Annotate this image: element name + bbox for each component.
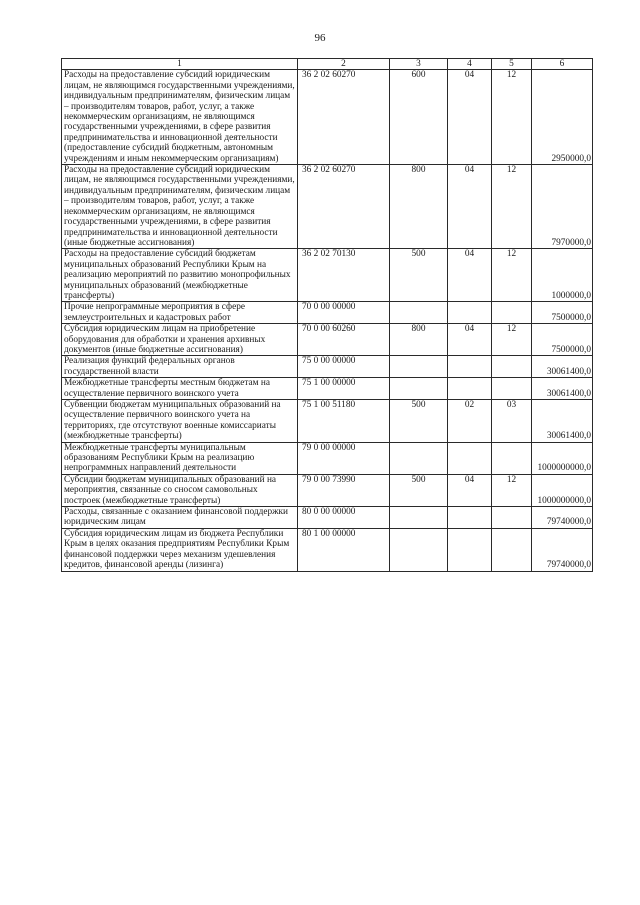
row-section: 04 [448, 70, 492, 165]
row-expense-type [390, 302, 448, 324]
row-name: Субсидия юридическим лицам из бюджета Республики Крым в целях оказания предприятиям Республики Крым финансовой поддержки через механизм удешевления кредитов, финансовой аренды (лизинга) [62, 528, 298, 571]
row-expense-type: 800 [390, 165, 448, 249]
row-subsection: 12 [492, 324, 532, 356]
row-subsection [492, 507, 532, 529]
row-code: 36 2 02 70130 [298, 249, 390, 302]
row-subsection: 12 [492, 474, 532, 506]
row-name: Субсидия юридическим лицам на приобретение оборудования для обработки и хранения архивных документов (иные бюджетные ассигнования) [62, 324, 298, 356]
column-header: 1 [62, 59, 298, 70]
row-subsection [492, 302, 532, 324]
page-number: 96 [314, 32, 326, 44]
table-row [62, 70, 593, 165]
row-sum: 7970000,0 [532, 165, 593, 249]
row-code: 75 1 00 00000 [298, 378, 390, 400]
row-section: 04 [448, 249, 492, 302]
row-subsection [492, 442, 532, 474]
row-sum: 1000000000,0 [532, 474, 593, 506]
row-subsection [492, 356, 532, 378]
row-code: 70 0 00 60260 [298, 324, 390, 356]
row-expense-type [390, 528, 448, 571]
row-section [448, 302, 492, 324]
row-name: Расходы, связанные с оказанием финансовой поддержки юридическим лицам [62, 507, 298, 529]
row-code: 79 0 00 73990 [298, 474, 390, 506]
row-name: Прочие непрограммные мероприятия в сфере землеустроительных и кадастровых работ [62, 302, 298, 324]
row-code: 79 0 00 00000 [298, 442, 390, 474]
row-expense-type: 600 [390, 70, 448, 165]
row-code: 75 1 00 51180 [298, 400, 390, 443]
row-section [448, 356, 492, 378]
table-row [62, 507, 593, 529]
row-section [448, 507, 492, 529]
row-section: 04 [448, 474, 492, 506]
row-expense-type: 500 [390, 474, 448, 506]
row-code: 80 1 00 00000 [298, 528, 390, 571]
column-header: 3 [390, 59, 448, 70]
row-subsection: 12 [492, 249, 532, 302]
row-sum: 79740000,0 [532, 528, 593, 571]
row-name: Межбюджетные трансферты местным бюджетам на осуществление первичного воинского учета [62, 378, 298, 400]
table-row [62, 528, 593, 571]
row-subsection: 12 [492, 70, 532, 165]
row-name: Субвенции бюджетам муниципальных образований на осуществление первичного воинского учета на территориях, где отсутствуют военные комиссариаты (межбюджетные трансферты) [62, 400, 298, 443]
row-sum: 30061400,0 [532, 378, 593, 400]
row-section: 02 [448, 400, 492, 443]
row-code: 36 2 02 60270 [298, 70, 390, 165]
row-section [448, 528, 492, 571]
table-row [62, 442, 593, 474]
column-header: 6 [532, 59, 593, 70]
row-subsection: 03 [492, 400, 532, 443]
table-row [62, 378, 593, 400]
row-expense-type [390, 378, 448, 400]
row-sum: 7500000,0 [532, 302, 593, 324]
budget-table [61, 58, 593, 572]
row-section: 04 [448, 324, 492, 356]
row-sum: 1000000,0 [532, 249, 593, 302]
row-name: Расходы на предоставление субсидий юридическим лицам, не являющимся государственными учреждениями, индивидуальным предпринимателям, физическим лицам – производителям товаров, работ, услуг, а также некоммерческим организациям, не являющимся государственными учреждениями, в сфере развития предпринимательства и инновационной деятельности (иные бюджетные ассигнования) [62, 165, 298, 249]
row-expense-type [390, 356, 448, 378]
column-header: 4 [448, 59, 492, 70]
row-sum: 1000000000,0 [532, 442, 593, 474]
row-sum: 7500000,0 [532, 324, 593, 356]
table-row [62, 302, 593, 324]
row-name: Межбюджетные трансферты муниципальным образованиям Республики Крым на реализацию непрограммных направлений деятельности [62, 442, 298, 474]
row-expense-type: 500 [390, 249, 448, 302]
row-name: Расходы на предоставление субсидий бюджетам муниципальных образований Республики Крым на реализацию мероприятий по развитию монопрофильных муниципальных образований (межбюджетные трансферты) [62, 249, 298, 302]
table-row [62, 356, 593, 378]
row-section [448, 378, 492, 400]
row-name: Субсидии бюджетам муниципальных образований на мероприятия, связанные со сносом самовольных построек (межбюджетные трансферты) [62, 474, 298, 506]
row-expense-type: 500 [390, 400, 448, 443]
row-sum: 30061400,0 [532, 400, 593, 443]
row-sum: 30061400,0 [532, 356, 593, 378]
row-expense-type: 800 [390, 324, 448, 356]
row-section [448, 442, 492, 474]
header-row [62, 59, 593, 70]
row-name: Реализация функций федеральных органов государственной власти [62, 356, 298, 378]
row-code: 36 2 02 60270 [298, 165, 390, 249]
column-header: 5 [492, 59, 532, 70]
row-expense-type [390, 507, 448, 529]
row-name: Расходы на предоставление субсидий юридическим лицам, не являющимся государственными учреждениями, индивидуальным предпринимателям, физическим лицам – производителям товаров, работ, услуг, а также некоммерческим организациям, не являющимся государственными учреждениями, в сфере развития предпринимательства и инновационной деятельности (предоставление субсидий бюджетным, автономным учреждениям и иным некоммерческим организациям) [62, 70, 298, 165]
row-subsection [492, 528, 532, 571]
table-row [62, 165, 593, 249]
row-sum: 2950000,0 [532, 70, 593, 165]
table-row [62, 324, 593, 356]
row-subsection: 12 [492, 165, 532, 249]
table-row [62, 400, 593, 443]
column-header: 2 [298, 59, 390, 70]
table-row [62, 249, 593, 302]
row-sum: 79740000,0 [532, 507, 593, 529]
row-code: 80 0 00 00000 [298, 507, 390, 529]
row-subsection [492, 378, 532, 400]
row-code: 70 0 00 00000 [298, 302, 390, 324]
row-code: 75 0 00 00000 [298, 356, 390, 378]
table-row [62, 474, 593, 506]
row-section: 04 [448, 165, 492, 249]
row-expense-type [390, 442, 448, 474]
